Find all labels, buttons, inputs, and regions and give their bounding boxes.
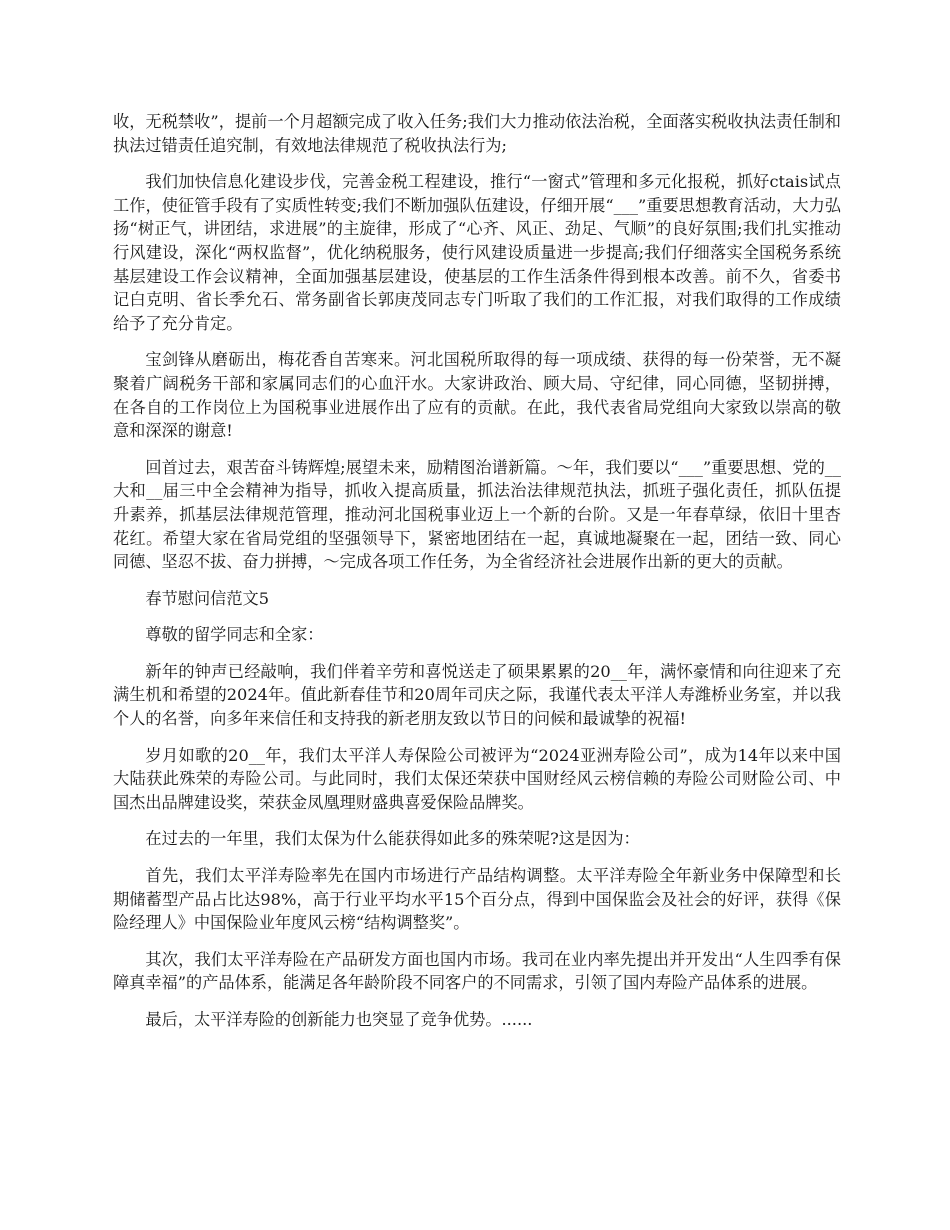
paragraph-tax-collection: 收，无税禁收”，提前一个月超额完成了收入任务;我们大力推动依法治税，全面落实税收执法责任制和执法过错责任追究制，有效地法律规范了税收执法行为; bbox=[113, 112, 841, 155]
document-body bbox=[113, 110, 841, 1045]
paragraph-second-reason: 其次，我们太平洋寿险在产品研发方面也国内市场。我司在业内率先提出并开发出“人生四季有保障真幸福”的产品体系，能满足各年龄阶段不同客户的不同需求，引领了国内寿险产品体系的进展。 bbox=[113, 949, 841, 993]
section-heading: 春节慰问信范文5 bbox=[145, 588, 270, 608]
paragraph-last-reason: 最后，太平洋寿险的创新能力也突显了竞争优势。...... bbox=[145, 1010, 533, 1029]
paragraph-informatization: 我们加快信息化建设步伐，完善金税工程建设，推行“一窗式”管理和多元化报税，抓好ctais试点工作，使征管手段有了实质性转变;我们不断加强队伍建设，仔细开展“___”重要思想教育活动，大力弘扬“树正气，讲团结，求进展”的主旋律，形成了“心齐、风正、劲足、气顺”的良好氛围;我们扎实推动行风建设，深化“两权监督”，优化纳税服务，使行风建设质量进一步提高;我们仔细落实全国税务系统基层建设工作会议精神，全面加强基层建设，使基层的工作生活条件得到根本改善。前不久，省委书记白克明、省长季允石、常务副省长郭庚茂同志专门听取了我们的工作汇报，对我们取得的工作成绩给予了充分肯定。 bbox=[113, 172, 841, 333]
paragraph-first-reason: 首先，我们太平洋寿险率先在国内市场进行产品结构调整。太平洋寿险全年新业务中保障型和长期储蓄型产品占比达98%，高于行业平均水平15个百分点，得到中国保监会及社会的好评，获得《保险经理人》中国保险业年度风云榜“结构调整奖”。 bbox=[113, 866, 841, 933]
paragraph-new-year: 新年的钟声已经敲响，我们伴着辛劳和喜悦送走了硕果累累的20__年，满怀豪情和向往迎来了充满生机和希望的2024年。值此新春佳节和20周年司庆之际，我谨代表太平洋人寿潍桥业务室，并以我个人的名誉，向多年来信任和支持我的新老朋友致以节日的问候和最诚挚的祝福! bbox=[113, 661, 841, 729]
salutation: 尊敬的留学同志和全家： bbox=[145, 625, 324, 645]
paragraph-outlook: 回首过去，艰苦奋斗铸辉煌;展望未来，励精图治谱新篇。～年，我们要以“___”重要思想、党的__大和__届三中全会精神为指导，抓收入提高质量，抓法治法律规范执法，抓班子强化责任，抓队伍提升素养，抓基层法律规范管理，推动河北国税事业迈上一个新的台阶。又是一年春草绿，依旧十里杏花红。希望大家在省局党组的坚强领导下，紧密地团结在一起，真诚地凝聚在一起，团结一致、同心同德、坚忍不拔、奋力拼搏，～完成各项工作任务，为全省经济社会进展作出新的更大的贡献。 bbox=[113, 457, 841, 572]
paragraph-achievements: 宝剑锋从磨砺出，梅花香自苦寒来。河北国税所取得的每一项成绩、获得的每一份荣誉，无不凝聚着广阔税务干部和家属同志们的心血汗水。大家讲政治、顾大局、守纪律，同心同德，坚韧拼搏，在各自的工作岗位上为国税事业进展作出了应有的贡献。在此，我代表省局党组向大家致以崇高的敬意和深深的谢意! bbox=[113, 350, 841, 441]
paragraph-awards: 岁月如歌的20__年，我们太平洋人寿保险公司被评为“2024亚洲寿险公司”，成为14年以来中国大陆获此殊荣的寿险公司。与此同时，我们太保还荣获中国财经风云榜信赖的寿险公司财险公司、中国杰出品牌建设奖，荣获金凤凰理财盛典喜爱保险品牌奖。 bbox=[113, 745, 841, 812]
paragraph-reason-intro: 在过去的一年里，我们太保为什么能获得如此多的殊荣呢?这是因为： bbox=[145, 829, 640, 849]
